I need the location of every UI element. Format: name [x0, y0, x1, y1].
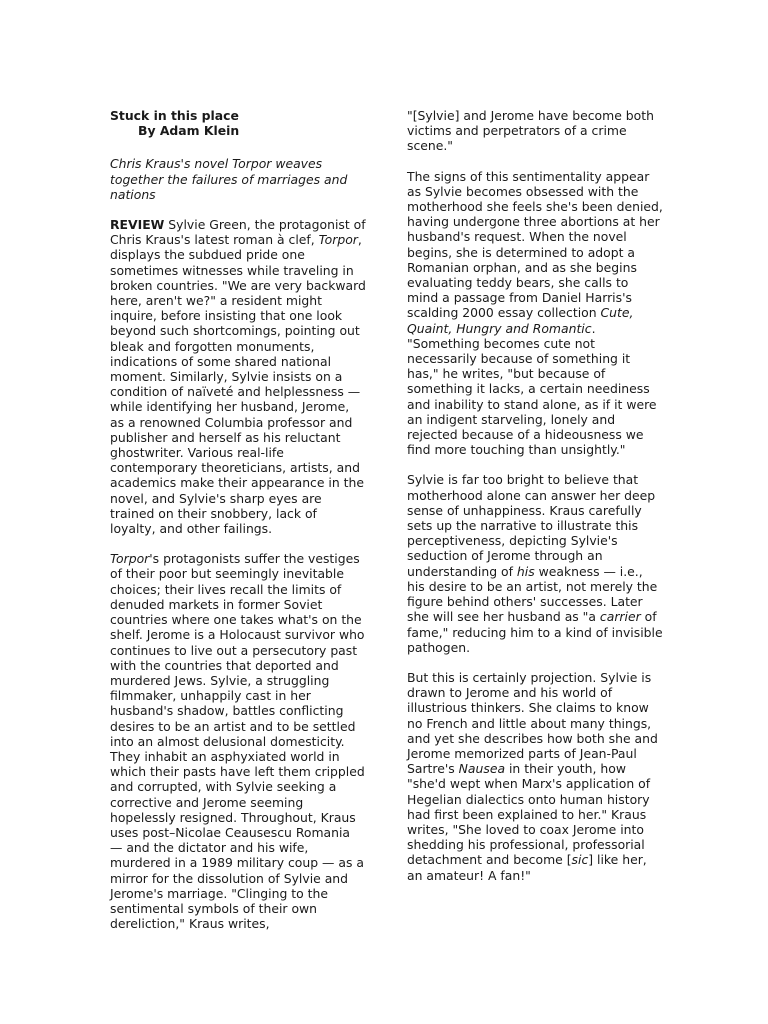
- right-column: [407, 108, 663, 898]
- book-title-torpor: Torpor: [110, 551, 150, 567]
- paragraph-1: [110, 217, 366, 536]
- article-title: Stuck in this place: [110, 108, 239, 123]
- paragraph-1-text-a: Sylvie Green, the protagonist of Chris Kraus's latest roman à clef,: [110, 217, 366, 248]
- emphasis-his: his: [516, 563, 535, 579]
- paragraph-4: [407, 169, 663, 458]
- paragraph-6: [407, 670, 663, 883]
- paragraph-6-text-c: ] like her, an amateur! A fan!": [407, 852, 647, 883]
- paragraph-3: "[Sylvie] and Jerome have become both victims and perpetrators of a crime scene.": [407, 108, 654, 154]
- paragraph-2-text: 's protagonists suffer the vestiges of their poor but seemingly inevitable choices; their lives recall the limits of denuded markets in former Soviet countries where one takes what's on the shelf. Jerome is a Holocaust survivor who continues to live out a persecutory past with the countries that deported and murdered Jews. Sylvie, a struggling filmmaker, unhappily cast in her husband's shadow, battles conflicting desires to be an artist and to be settled into an almost delusional domesticity. They inhabit an asphyxiated world in which their pasts have left them crippled and corrupted, with Sylvie seeking a corrective and Jerome seeming hopelessly resigned. Throughout, Kraus uses post–Nicolae Ceausescu Romania — and the dictator and his wife, murdered in a 1989 military coup — as a mirror for the dissolution of Sylvie and Jerome's marriage. "Clinging to the sentimental symbols of their own dereliction," Kraus writes,: [110, 551, 365, 932]
- paragraph-5-text-a: Sylvie is far too bright to believe that motherhood alone can answer her deep sense of unhappiness. Kraus carefully sets up the narrative to illustrate this perceptiveness, depicting Sylvie's seduction of Jerome through an understanding of: [407, 472, 656, 579]
- article-byline: By Adam Klein: [138, 123, 240, 139]
- paragraph-4-text-a: The signs of this sentimentality appear as Sylvie becomes obsessed with the motherhood she feels she's been denied, having undergone three abortions at her husband's request. When the novel begins, she is determined to adopt a Romanian orphan, and as she begins evaluating teddy bears, she calls to mind a passage from Daniel Harris's scalding 2000 essay collection: [407, 168, 663, 321]
- book-title-nausea: Nausea: [458, 761, 506, 777]
- paragraph-5: [407, 472, 663, 654]
- book-title-torpor: Torpor: [318, 232, 358, 248]
- paragraph-5-text-b: weakness — i.e., his desire to be an artist, not merely the figure behind others' successes. Later she will see her husband as "a: [407, 563, 658, 625]
- paragraph-5-text-c: of fame," reducing him to a kind of invisible pathogen.: [407, 609, 663, 655]
- review-label: REVIEW: [110, 217, 165, 233]
- left-column: [110, 108, 366, 946]
- emphasis-carrier: carrier: [599, 609, 641, 625]
- paragraph-1-text-b: , displays the subdued pride one sometimes witnesses while traveling in broken countries. "We are very backward here, aren't we?" a resident might inquire, before insisting that one look beyond such shortcomings, pointing out bleak and forgotten monuments, indications of some shared national moment. Similarly, Sylvie insists on a condition of naïveté and helplessness — while identifying her husband, Jerome, as a renowned Columbia professor and publisher and herself as his reluctant ghostwriter. Various real-life contemporary theoreticians, artists, and academics make their appearance in the novel, and Sylvie's sharp eyes are trained on their snobbery, lack of loyalty, and other failings.: [110, 232, 366, 537]
- paragraph-4-text-b: . "Something becomes cute not necessarily because of something it has," he writes, "but because of something it lacks, a certain neediness and inability to stand alone, as if it were an indigent starveling, lonely and rejected because of a hideousness we find more touching than unsightly.": [407, 320, 657, 458]
- article-dek: Chris Kraus's novel Torpor weaves together the failures of marriages and nations: [110, 156, 348, 202]
- essay-collection-title: Cute, Quaint, Hungry and Romantic: [407, 305, 634, 336]
- paragraph-6-text-a: But this is certainly projection. Sylvie is drawn to Jerome and his world of illustrious thinkers. She claims to know no French and little about many things, and yet she describes how both she and Jerome memorized parts of Jean-Paul Sartre's: [407, 669, 658, 777]
- paragraph-2: [110, 551, 366, 931]
- paragraph-6-text-b: in their youth, how "she'd wept when Marx's application of Hegelian dialectics onto human history had first been explained to her." Kraus writes, "She loved to coax Jerome into shedding his professional, professorial detachment and become [: [407, 761, 651, 868]
- emphasis-sic: sic: [571, 852, 589, 868]
